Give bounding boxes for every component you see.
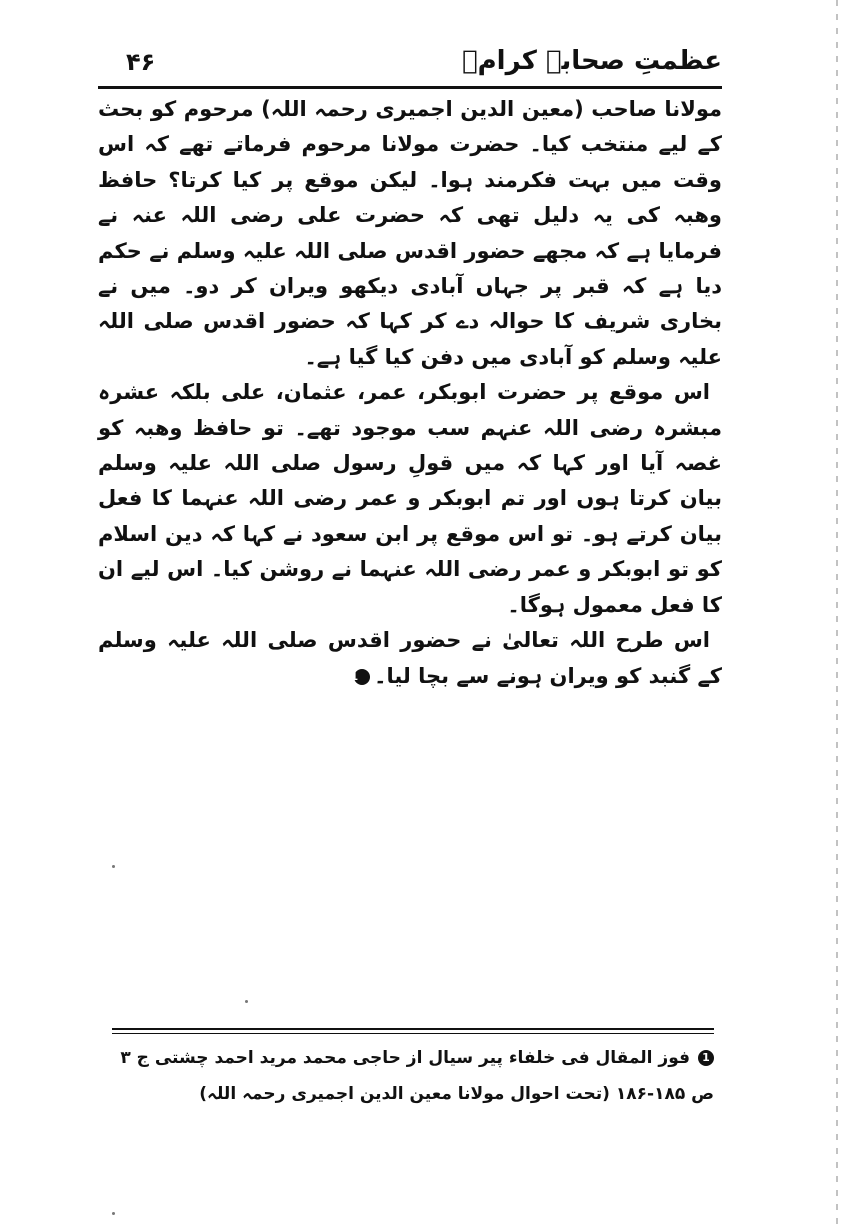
footnote-reference-marker[interactable]: 1: [354, 669, 370, 685]
scan-speck: [245, 1000, 248, 1003]
footnote-marker: 1: [698, 1050, 714, 1066]
paragraph-2: اس موقع پر حضرت ابوبکر، عمر، عثمان، علی بلکہ عشرہ مبشرہ رضی اللہ عنہم سب موجود تھے۔ تو حافظ وھبہ کو غصہ آیا اور کہا کہ میں قولِ رسول صلی اللہ علیہ وسلم بیان کرتا ہوں اور تم ابوبکر و عمر رضی اللہ عنہما کا فعل بیان کرتے ہو۔ تو اس موقع پر ابن سعود نے کہا کہ دین اسلام کو تو ابوبکر و عمر رضی اللہ عنہما نے روشن کیا۔ اس لیے ان کا فعل معمول ہوگا۔: [98, 380, 722, 617]
page-number: ۴۶: [126, 48, 156, 76]
header-rule: [98, 86, 722, 89]
running-title: عظمتِ صحابہ کرامؓ: [462, 46, 722, 76]
footnote-text: فوز المقال فی خلفاء پیر سیال از حاجی محمد مرید احمد چشتی ج ۳ ص ۱۸۵-۱۸۶ (تحت احوال مولانا معین الدین اجمیری رحمہ اللہ): [120, 1048, 714, 1104]
footnote-separator-thin: [112, 1033, 714, 1034]
scan-speck: [112, 1212, 115, 1215]
footnote-separator: [112, 1028, 714, 1030]
page-header: [98, 40, 722, 80]
scan-edge-marks: [836, 0, 838, 1228]
scan-speck: [112, 865, 115, 868]
footnote: [110, 1040, 714, 1112]
paragraph-1: مولانا صاحب (معین الدین اجمیری رحمہ اللہ) مرحوم کو بحث کے لیے منتخب کیا۔ حضرت مولانا مرحوم فرماتے تھے کہ اس وقت میں بہت فکرمند ہوا۔ لیکن موقع پر کیا کرتا؟ حافظ وھبہ کی یہ دلیل تھی کہ حضرت علی رضی اللہ عنہ نے فرمایا ہے کہ مجھے حضور اقدس صلی اللہ علیہ وسلم نے حکم دیا ہے کہ قبر پر جہاں آبادی دیکھو ویران کر دو۔ میں نے بخاری شریف کا حوالہ دے کر کہا کہ حضور اقدس صلی اللہ علیہ وسلم کو آبادی میں دفن کیا گیا ہے۔: [98, 97, 722, 369]
paragraph-3-text: اس طرح اللہ تعالیٰ نے حضور اقدس صلی اللہ علیہ وسلم کے گنبد کو ویران ہونے سے بچا لیا۔: [98, 628, 722, 688]
paragraph-3: [98, 623, 722, 694]
body-text: [98, 92, 722, 694]
